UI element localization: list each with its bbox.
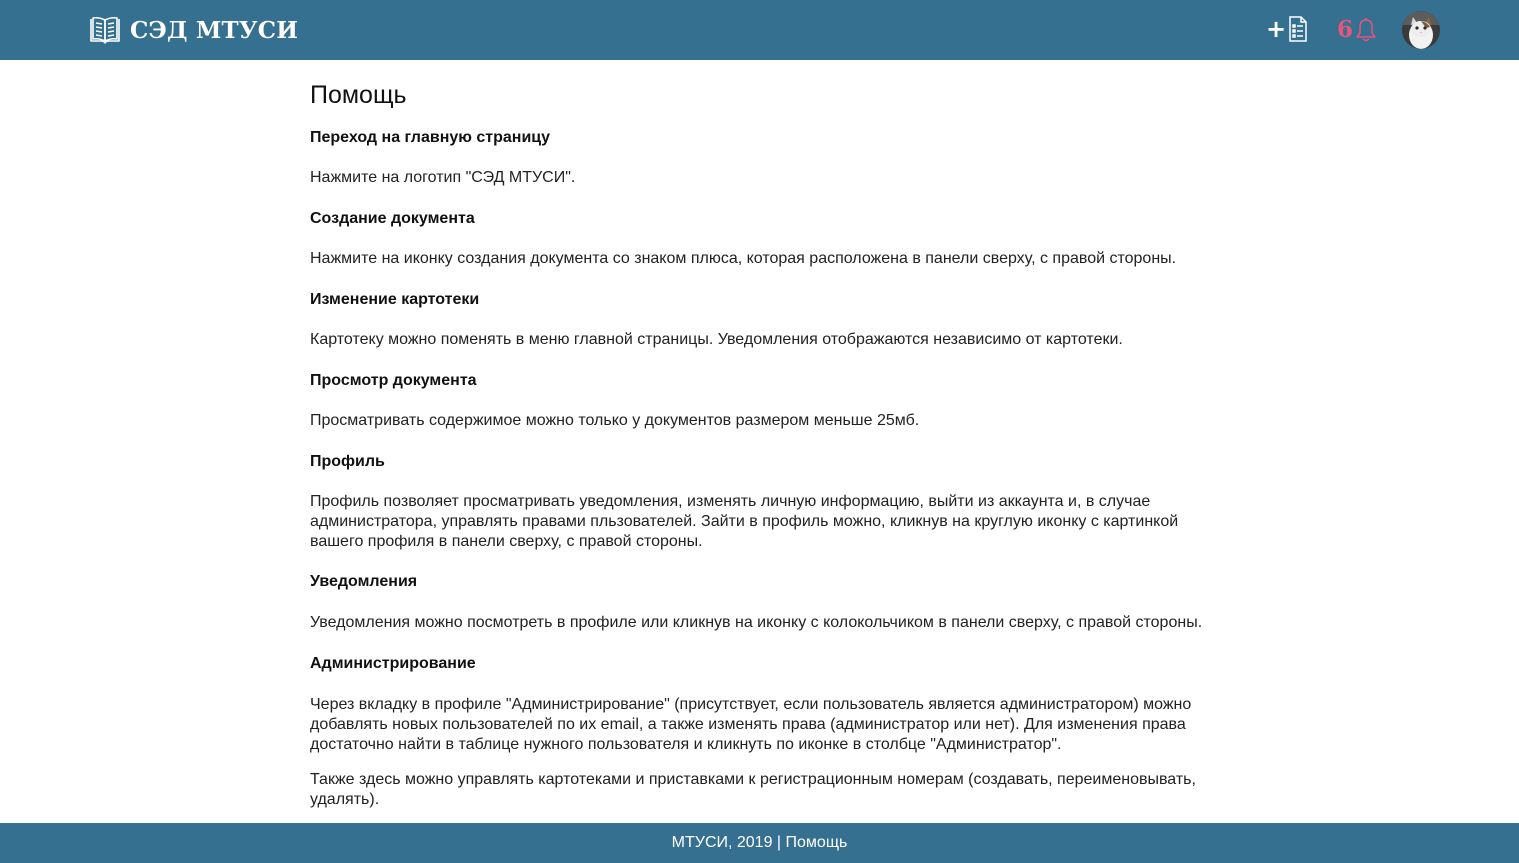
user-avatar[interactable]	[1402, 11, 1440, 49]
section-text: Просматривать содержимое можно только у документов размером меньше 25мб.	[310, 412, 920, 429]
section-text: Картотеку можно поменять в меню главной страницы. Уведомления отображаются независимо от картотеки.	[310, 331, 1123, 348]
new-document-icon	[1288, 16, 1308, 42]
help-content	[310, 60, 1220, 810]
page-title: Помощь	[310, 81, 407, 109]
help-section	[310, 290, 1220, 350]
section-heading: Профиль	[310, 453, 385, 470]
new-document-button[interactable]	[1266, 14, 1308, 44]
plus-icon: +	[1266, 15, 1287, 43]
section-text: Также здесь можно управлять картотеками и приставками к регистрационным номерам (создавать, переименовывать, удалять).	[310, 771, 1196, 808]
logo-link[interactable]	[89, 14, 298, 46]
section-heading: Переход на главную страницу	[310, 129, 551, 146]
help-section	[310, 128, 1220, 188]
section-text: Нажмите на иконку создания документа со знаком плюса, которая расположена в панели сверху, с правой стороны.	[310, 250, 1177, 267]
help-section	[310, 371, 1220, 431]
help-section	[310, 654, 1220, 810]
avatar-image	[1402, 11, 1440, 49]
help-section	[310, 452, 1220, 552]
top-bar	[0, 0, 1519, 60]
book-icon	[89, 15, 121, 45]
footer	[0, 823, 1519, 863]
section-heading: Администрирование	[310, 655, 476, 672]
section-heading: Создание документа	[310, 210, 475, 227]
section-text: Профиль позволяет просматривать уведомления, изменять личную информацию, выйти из аккаунта и, в случае администратора, управлять правами пльзователей. Зайти в профиль можно, кликнув на круглую иконку с картинкой вашего профиля в панели сверху, с правой стороны.	[310, 493, 1179, 550]
notifications-button[interactable]	[1337, 14, 1377, 44]
help-section	[310, 209, 1220, 269]
section-text: Через вкладку в профиле "Администрирование" (присутствует, если пользователь является администратором) можно добавлять новых пользователей по их email, а также изменять права (администратор или нет). Для изменения права достаточно найти в таблице нужного пользователя и кликнуть по иконке в столбце "Администратор".	[310, 696, 1192, 753]
section-heading: Уведомления	[310, 573, 418, 590]
footer-text: МТУСИ, 2019 | Помощь	[671, 834, 848, 851]
section-heading: Просмотр документа	[310, 372, 477, 389]
section-text: Нажмите на логотип "СЭД МТУСИ".	[310, 169, 576, 186]
notification-count: 6	[1337, 15, 1354, 43]
section-text: Уведомления можно посмотреть в профиле или кликнув на иконку с колокольчиком в панели сверху, с правой стороны.	[310, 614, 1203, 631]
bell-icon	[1355, 16, 1377, 42]
logo-text[interactable]: СЭД МТУСИ	[130, 16, 299, 44]
section-heading: Изменение картотеки	[310, 291, 480, 308]
help-section	[310, 572, 1220, 633]
